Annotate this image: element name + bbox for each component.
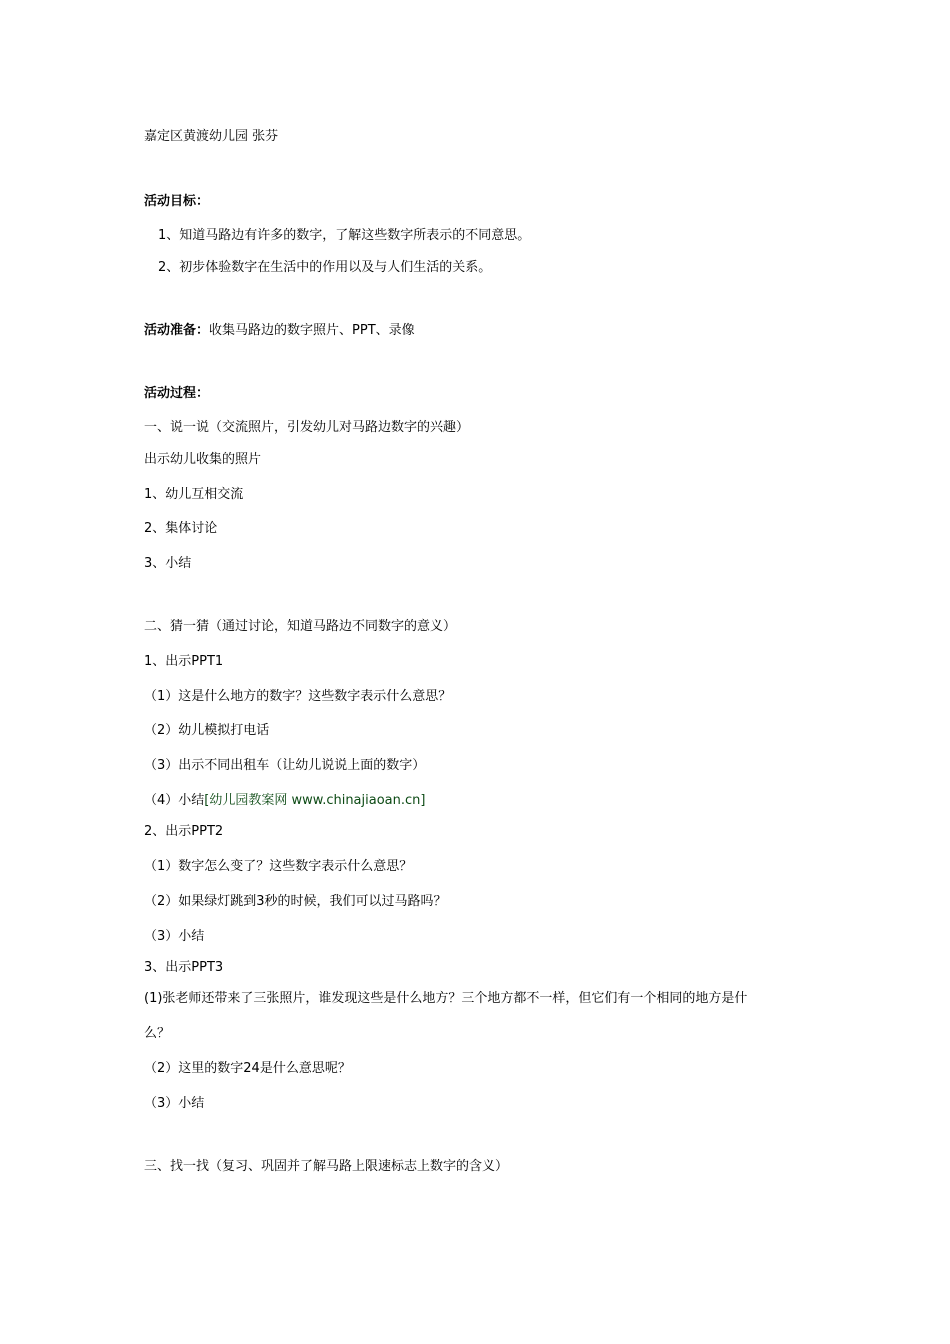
list-item: 2、集体讨论 [144, 521, 218, 536]
goal-item: 1、知道马路边有许多的数字，了解这些数字所表示的不同意思。 [158, 228, 531, 243]
subsection-title: 3、出示PPT3 [144, 960, 224, 975]
list-item: （1）数字怎么变了？这些数字表示什么意思？ [144, 859, 413, 874]
list-item: （2）这里的数字24是什么意思呢？ [144, 1061, 351, 1076]
prep-text: 收集马路边的数字照片、PPT、录像 [209, 323, 415, 338]
process-heading: 活动过程： [144, 386, 210, 401]
list-item: 出示幼儿收集的照片 [144, 452, 262, 467]
section-title: 二、猜一猜（通过讨论，知道马路边不同数字的意义） [144, 619, 457, 634]
list-item: （3）小结 [144, 1096, 205, 1111]
section-title: 三、找一找（复习、巩固并了解马路上限速标志上数字的含义） [144, 1159, 509, 1174]
website-link[interactable]: [幼儿园教案网 www.chinajiaoan.cn] [204, 793, 426, 808]
goals-heading: 活动目标： [144, 194, 210, 209]
list-item-continuation: 么？ [144, 1026, 171, 1041]
list-item: （3）小结 [144, 929, 205, 944]
list-item: 3、小结 [144, 556, 192, 571]
list-item: （3）出示不同出租车（让幼儿说说上面的数字） [144, 758, 426, 773]
list-item [144, 792, 425, 810]
list-item: （2）如果绿灯跳到3秒的时候，我们可以过马路吗？ [144, 894, 447, 909]
goal-item: 2、初步体验数字在生活中的作用以及与人们生活的关系。 [158, 260, 492, 275]
summary-prefix: （4）小结 [144, 793, 205, 808]
prep-label: 活动准备： [144, 323, 210, 338]
list-item: (1)张老师还带来了三张照片，谁发现这些是什么地方？三个地方都不一样，但它们有一个相同的地方是什 [144, 991, 748, 1006]
subsection-title: 2、出示PPT2 [144, 824, 224, 839]
subsection-title: 1、出示PPT1 [144, 654, 224, 669]
author-line: 嘉定区黄渡幼儿园 张芬 [144, 129, 279, 144]
list-item: 1、幼儿互相交流 [144, 487, 244, 502]
list-item: （2）幼儿模拟打电话 [144, 723, 270, 738]
section-title: 一、说一说（交流照片，引发幼儿对马路边数字的兴趣） [144, 420, 470, 435]
list-item: （1）这是什么地方的数字？这些数字表示什么意思？ [144, 689, 452, 704]
prep-line [144, 322, 415, 340]
